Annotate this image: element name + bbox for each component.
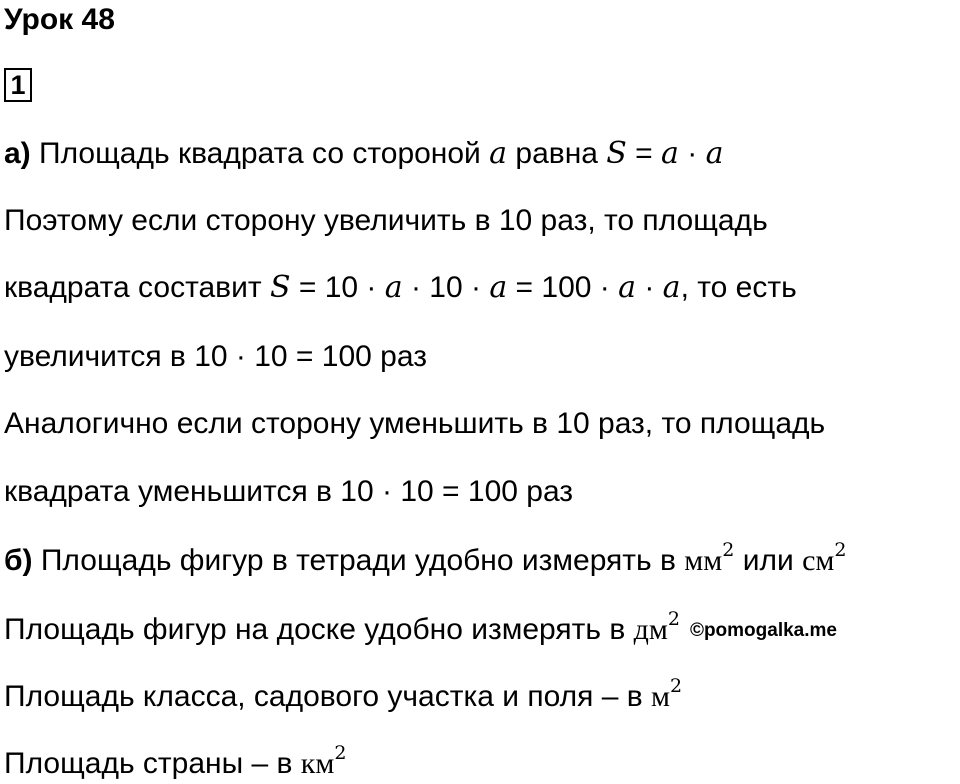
part-b-label: б) [4,544,33,577]
exponent: 2 [669,675,683,697]
watermark: ©pomogalka.me [689,620,837,641]
part-a-line-4: увеличится в 10 · 10 = 100 раз [4,340,427,373]
unit-dm: дм [633,613,668,646]
part-b-line-1 [4,539,847,579]
variable-a: a [661,136,679,171]
text: · [678,137,706,170]
text: Площадь фигур на доске удобно измерять в [4,613,634,646]
text: квадрата составит [4,271,270,304]
part-b-line-4 [4,742,347,782]
text: Площадь класса, садового участка и поля – в [4,680,651,713]
text: = 10 · [290,271,385,304]
exponent: 2 [667,608,680,630]
part-a-line-1 [4,136,724,172]
variable-a: a [705,136,724,171]
variable-a: a [384,270,403,305]
variable-a: a [489,270,508,305]
part-a-line-6: квадрата уменьшится в 10 · 10 = 100 раз [4,475,574,508]
lesson-title: Урок 48 [4,3,115,36]
part-a-line-3 [4,270,797,306]
part-b-line-3 [4,675,683,715]
task-number-box: 1 [4,68,32,102]
text: или [734,544,803,577]
text: Площадь фигур в тетради удобно измерять в [32,544,685,577]
part-b-line-2 [4,608,837,649]
unit-mm: мм [684,544,723,577]
part-a-label: а) [4,137,31,170]
part-a-line-5: Аналогично если сторону уменьшить в 10 раз, то площадь [4,407,826,440]
text: · [636,271,663,304]
unit-km: км [300,747,335,780]
text: · 10 · [402,271,490,304]
text: , то есть [680,271,797,304]
exponent: 2 [334,742,347,764]
variable-a: a [489,136,508,171]
variable-s: S [606,136,627,171]
variable-a: a [618,270,636,305]
unit-cm: см [802,544,835,577]
variable-a: a [662,270,681,305]
text: Площадь квадрата со стороной [30,137,490,170]
text: = [626,137,662,170]
text: Площадь страны – в [4,747,301,780]
exponent: 2 [834,539,847,561]
unit-m: м [651,680,670,713]
part-a-line-2: Поэтому если сторону увеличить в 10 раз, то площадь [4,204,768,237]
text: = 100 · [507,271,619,304]
exponent: 2 [722,539,735,561]
variable-s: S [269,270,291,305]
text: равна [507,137,607,170]
